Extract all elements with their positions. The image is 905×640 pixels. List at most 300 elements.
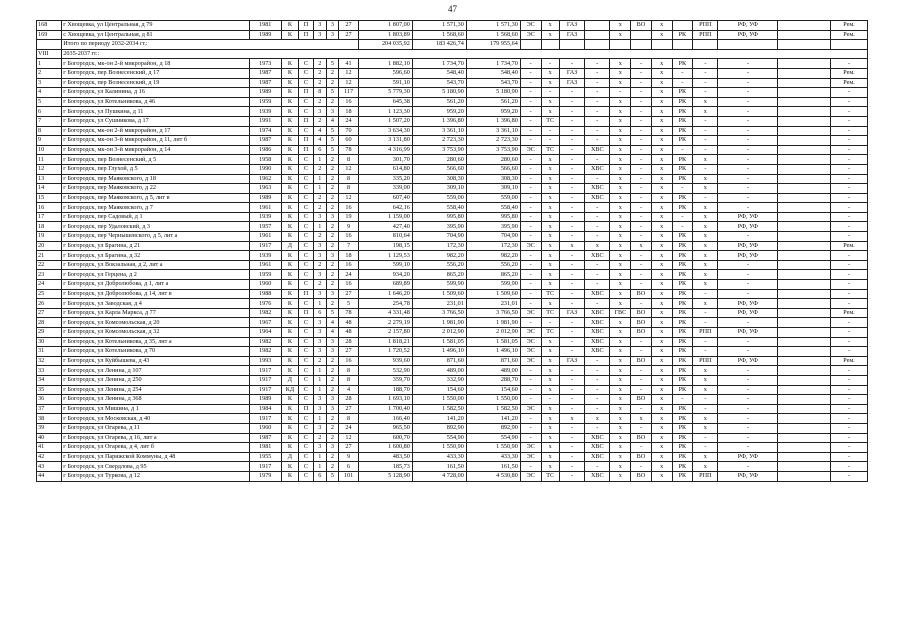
table-cell: 558,40 [466, 203, 520, 213]
table-cell [778, 299, 831, 309]
table-cell: - [559, 251, 584, 261]
table-cell: К [281, 433, 298, 443]
table-cell: - [559, 174, 584, 184]
table-cell: - [520, 366, 541, 376]
table-cell: - [718, 193, 778, 203]
table-cell: - [831, 280, 868, 290]
table-cell: 2 [326, 78, 339, 88]
table-cell: К [281, 30, 298, 40]
table-cell: - [831, 136, 868, 146]
table-cell [778, 212, 831, 222]
table-cell: - [831, 423, 868, 433]
table-cell [778, 471, 831, 481]
table-cell: - [585, 356, 610, 366]
table-cell: 3 [326, 443, 339, 453]
table-cell: г Богородск, ул Ленина, д 368 [62, 395, 249, 405]
table-cell: - [631, 385, 652, 395]
table-cell: х [610, 241, 631, 251]
table-cell: 3 [313, 212, 326, 222]
table-cell: г Богородск, ул Комсомольская, д 32 [62, 328, 249, 338]
table-cell: - [631, 347, 652, 357]
table-cell: 1981 [249, 21, 281, 31]
table-cell: х [651, 78, 672, 88]
table-cell: - [631, 375, 652, 385]
table-cell: 3 766,50 [412, 308, 466, 318]
table-cell: 561,20 [466, 97, 520, 107]
table-cell: 559,00 [412, 193, 466, 203]
table-cell: - [631, 299, 652, 309]
table-cell: ЭС [520, 21, 541, 31]
table-row [37, 356, 868, 366]
table-cell: 1988 [249, 289, 281, 299]
table-cell: х [610, 318, 631, 328]
table-cell: 3 [313, 30, 326, 40]
table-cell: РК [672, 203, 693, 213]
table-cell: 14 [37, 184, 62, 194]
table-cell: - [585, 385, 610, 395]
table-cell: С [299, 395, 314, 405]
table-cell: 1 550,90 [412, 443, 466, 453]
table-cell: 1964 [249, 328, 281, 338]
table-cell: 1 571,30 [466, 21, 520, 31]
table-cell: х [651, 136, 672, 146]
table-cell: 3 [313, 107, 326, 117]
table-cell: ГАЗ [559, 356, 584, 366]
table-cell: г Богородск, пер Вознесенский, д 17 [62, 68, 249, 78]
table-cell: 2 [326, 462, 339, 472]
table-cell: 161,50 [412, 462, 466, 472]
table-cell: - [559, 212, 584, 222]
table-cell: 599,10 [358, 260, 412, 270]
table-cell: 2 279,19 [358, 318, 412, 328]
table-cell: - [631, 423, 652, 433]
table-cell: - [831, 184, 868, 194]
table-cell: - [520, 375, 541, 385]
table-cell: 34 [37, 375, 62, 385]
table-cell: К [281, 318, 298, 328]
table-cell: г Богородск, пер Маяковского, д 18 [62, 174, 249, 184]
table-cell: 995,80 [412, 212, 466, 222]
table-cell: - [831, 232, 868, 242]
table-cell: х [693, 280, 718, 290]
table-cell: - [831, 155, 868, 165]
register-table [36, 20, 868, 482]
table-cell: ВО [631, 356, 652, 366]
table-cell: ЭС [520, 308, 541, 318]
table-cell: 18 [339, 251, 359, 261]
table-cell: - [718, 385, 778, 395]
table-cell: 179 955,64 [466, 40, 520, 50]
table-cell: - [585, 212, 610, 222]
table-row [37, 385, 868, 395]
table-cell: Рем. [831, 30, 868, 40]
table-cell [778, 347, 831, 357]
table-row [37, 107, 868, 117]
table-cell: - [559, 59, 584, 69]
table-cell: - [520, 136, 541, 146]
table-cell: 31 [37, 347, 62, 357]
table-cell: 959,20 [466, 107, 520, 117]
table-cell: К [281, 145, 298, 155]
table-cell: 2 723,30 [466, 136, 520, 146]
table-cell: 2 [326, 164, 339, 174]
table-cell: К [281, 462, 298, 472]
table-cell: 183 426,74 [412, 40, 466, 50]
table-cell: х [693, 174, 718, 184]
table-cell: - [631, 164, 652, 174]
table-cell: - [693, 433, 718, 443]
table-cell [778, 203, 831, 213]
table-row [37, 30, 868, 40]
table-cell: - [631, 136, 652, 146]
table-row [37, 126, 868, 136]
table-cell: 543,70 [466, 78, 520, 88]
table-cell: г Богородск, мк-он 2-й микрорайон, д 17 [62, 126, 249, 136]
table-cell: - [718, 59, 778, 69]
table-cell: РК [672, 260, 693, 270]
table-cell: 30 [37, 337, 62, 347]
table-cell: П [299, 404, 314, 414]
table-cell: 16 [37, 203, 62, 213]
table-cell: - [831, 289, 868, 299]
table-cell: х [541, 280, 559, 290]
table-cell: - [718, 462, 778, 472]
table-cell [672, 40, 693, 50]
table-cell: х [651, 251, 672, 261]
table-row [37, 433, 868, 443]
table-cell: 48 [339, 318, 359, 328]
table-cell: - [631, 270, 652, 280]
table-cell: г Богородск, пер Маяковского, д 5, лит в [62, 193, 249, 203]
table-cell: - [585, 366, 610, 376]
table-cell [778, 145, 831, 155]
table-cell [778, 251, 831, 261]
table-cell: х [651, 443, 672, 453]
table-cell: х [651, 375, 672, 385]
table-cell: г Богородск, пер Маяковского, д 7 [62, 203, 249, 213]
table-cell: П [299, 30, 314, 40]
table-cell: 185,73 [358, 462, 412, 472]
table-cell [718, 40, 778, 50]
table-cell: 9 [339, 222, 359, 232]
table-row [37, 423, 868, 433]
table-cell: х [541, 203, 559, 213]
table-cell: - [585, 232, 610, 242]
table-cell: - [520, 251, 541, 261]
table-cell [778, 318, 831, 328]
table-cell: - [693, 308, 718, 318]
table-cell: г Богородск, ул Брагина, д 32 [62, 251, 249, 261]
table-cell: - [520, 155, 541, 165]
table-cell: К [281, 174, 298, 184]
table-cell: - [718, 280, 778, 290]
table-cell: х [610, 423, 631, 433]
table-cell [778, 136, 831, 146]
table-cell: 1957 [249, 222, 281, 232]
table-cell: С [299, 260, 314, 270]
table-cell: С [299, 107, 314, 117]
table-cell: ЭС [520, 452, 541, 462]
table-cell: - [585, 462, 610, 472]
table-cell: г Богородск, ул Огарева, д 4, лит б [62, 443, 249, 453]
table-cell: 3 [326, 289, 339, 299]
table-cell: 8 [339, 184, 359, 194]
table-cell: - [718, 232, 778, 242]
table-cell: 301,70 [358, 155, 412, 165]
table-cell: 27 [339, 443, 359, 453]
table-cell: РФ, УФ [718, 471, 778, 481]
table-cell: ВО [631, 289, 652, 299]
table-cell: 1 496,10 [466, 347, 520, 357]
table-cell: П [299, 136, 314, 146]
table-cell: 8 [37, 126, 62, 136]
table-cell: х [651, 164, 672, 174]
table-cell: 169 [37, 30, 62, 40]
table-cell: 2 [326, 222, 339, 232]
table-cell: 548,40 [466, 68, 520, 78]
table-cell: - [520, 232, 541, 242]
table-cell: 5 [339, 299, 359, 309]
table-cell: 3 [326, 404, 339, 414]
table-cell: - [718, 375, 778, 385]
table-cell: 28 [339, 337, 359, 347]
table-cell [778, 395, 831, 405]
table-cell: - [693, 59, 718, 69]
table-cell: 41 [37, 443, 62, 453]
table-cell: 1987 [249, 136, 281, 146]
table-cell: 8 [339, 375, 359, 385]
table-cell: 231,01 [412, 299, 466, 309]
table-cell: - [585, 107, 610, 117]
table-cell: 3 361,10 [466, 126, 520, 136]
table-cell: 309,10 [412, 184, 466, 194]
table-cell: 19 [339, 212, 359, 222]
table-cell: РФ, УФ [718, 299, 778, 309]
table-cell: 3 [313, 21, 326, 31]
table-cell: ЭС [520, 241, 541, 251]
table-cell: 1 550,00 [466, 395, 520, 405]
table-cell: г Богородск, ул Комсомольская, д 20 [62, 318, 249, 328]
table-cell: 12 [339, 78, 359, 88]
table-cell: - [631, 404, 652, 414]
table-cell: г Богородск, ул Котельникова, д 35, лит а [62, 337, 249, 347]
table-cell: 865,20 [412, 270, 466, 280]
table-cell: - [693, 395, 718, 405]
table-cell: 566,60 [412, 164, 466, 174]
table-cell: х [585, 414, 610, 424]
table-row [37, 443, 868, 453]
table-cell: - [585, 222, 610, 232]
table-cell: 1 571,30 [412, 21, 466, 31]
table-cell: 359,70 [358, 375, 412, 385]
table-cell: х [610, 164, 631, 174]
table-cell: г Богородск, пер Вознесенский, д 19 [62, 78, 249, 88]
table-cell: 9 [339, 452, 359, 462]
table-cell: - [520, 174, 541, 184]
table-row [37, 232, 868, 242]
table-cell: 5 [326, 471, 339, 481]
table-cell: - [520, 68, 541, 78]
table-cell: - [718, 260, 778, 270]
table-cell: х [651, 452, 672, 462]
table-cell: - [559, 203, 584, 213]
table-cell: - [520, 260, 541, 270]
table-cell: - [559, 232, 584, 242]
table-cell: С [299, 452, 314, 462]
table-cell: 308,30 [466, 174, 520, 184]
table-cell: - [585, 404, 610, 414]
table-cell: 1 720,52 [358, 347, 412, 357]
table-cell: ХВС [585, 452, 610, 462]
table-cell: г Богородск, ул Сушникова, д 17 [62, 116, 249, 126]
table-cell: - [718, 443, 778, 453]
table-cell: - [718, 270, 778, 280]
table-cell: РК [672, 318, 693, 328]
table-cell: 231,01 [466, 299, 520, 309]
table-cell: - [693, 116, 718, 126]
table-row [37, 452, 868, 462]
table-cell: - [672, 222, 693, 232]
table-cell: х [610, 251, 631, 261]
table-cell: - [585, 203, 610, 213]
table-cell: 27 [339, 347, 359, 357]
table-cell: - [672, 395, 693, 405]
table-cell: ТС [541, 471, 559, 481]
table-cell: С [299, 232, 314, 242]
table-cell: С [299, 212, 314, 222]
table-cell [778, 260, 831, 270]
table-cell: 44 [37, 471, 62, 481]
table-cell: - [631, 462, 652, 472]
table-cell: ВО [631, 328, 652, 338]
table-cell: РК [672, 328, 693, 338]
table-cell: ХВС [585, 328, 610, 338]
table-cell: х [651, 318, 672, 328]
table-cell: 1982 [249, 308, 281, 318]
table-cell: г Хвощевка, ул Центральная, д 79 [62, 21, 249, 31]
table-cell: - [520, 59, 541, 69]
table-cell: РПП [693, 356, 718, 366]
table-cell: ЭС [520, 443, 541, 453]
table-cell: х [610, 356, 631, 366]
table-cell: - [672, 212, 693, 222]
table-cell: 4 [37, 88, 62, 98]
table-cell: 3 753,90 [412, 145, 466, 155]
table-cell: - [559, 270, 584, 280]
table-cell: РПП [693, 328, 718, 338]
table-cell: 8 [339, 414, 359, 424]
table-cell: 2 [313, 232, 326, 242]
table-cell: ХВС [585, 184, 610, 194]
table-cell: К [281, 164, 298, 174]
table-cell: 1 [313, 299, 326, 309]
table-cell: - [831, 174, 868, 184]
table-cell: 1986 [249, 145, 281, 155]
table-cell: - [672, 184, 693, 194]
table-cell: 1987 [249, 433, 281, 443]
table-row [37, 366, 868, 376]
table-cell: 27 [339, 289, 359, 299]
table-cell: 965,50 [358, 423, 412, 433]
table-cell: 3 [326, 395, 339, 405]
table-cell: 4 [326, 318, 339, 328]
table-cell: 141,20 [412, 414, 466, 424]
table-cell: Рем. [831, 78, 868, 88]
table-cell: 33 [37, 366, 62, 376]
table-cell [778, 21, 831, 31]
table-cell: 483,50 [358, 452, 412, 462]
table-cell: РК [672, 452, 693, 462]
table-cell: - [693, 88, 718, 98]
table-cell: 6 [313, 308, 326, 318]
table-cell: 32 [37, 356, 62, 366]
table-cell: 280,60 [466, 155, 520, 165]
table-cell: - [585, 59, 610, 69]
table-cell [778, 375, 831, 385]
table-cell: х [610, 21, 631, 31]
table-cell: С [299, 385, 314, 395]
table-cell: х [610, 347, 631, 357]
table-cell: - [831, 395, 868, 405]
table-cell: х [610, 443, 631, 453]
table-cell: 2035-2037 гг.: [62, 49, 868, 59]
table-cell: 1973 [249, 59, 281, 69]
table-cell: 78 [339, 145, 359, 155]
table-cell: РК [672, 59, 693, 69]
table-cell: К [281, 203, 298, 213]
table-cell: х [651, 308, 672, 318]
table-cell: 1 [313, 366, 326, 376]
table-cell: г Богородск, мк-он 2-й микрорайон, д 18 [62, 59, 249, 69]
table-row [37, 59, 868, 69]
table-cell: г Богородск, ул Калинина, д 16 [62, 88, 249, 98]
table-cell: 2 [313, 260, 326, 270]
table-cell: РК [672, 462, 693, 472]
table-cell: - [541, 318, 559, 328]
table-cell: - [831, 222, 868, 232]
table-cell: - [520, 385, 541, 395]
table-cell: х [541, 462, 559, 472]
table-cell: 3 [313, 347, 326, 357]
table-cell: - [631, 212, 652, 222]
table-cell: - [831, 145, 868, 155]
table-cell: 3 131,80 [358, 136, 412, 146]
table-cell: - [559, 347, 584, 357]
table-cell: - [520, 97, 541, 107]
table-cell: - [541, 59, 559, 69]
table-cell: - [693, 78, 718, 88]
table-cell: г Богородск, ул Герцена, д 2 [62, 270, 249, 280]
table-cell: - [559, 88, 584, 98]
table-cell: - [559, 433, 584, 443]
table-cell: 5 [326, 308, 339, 318]
table-row [37, 280, 868, 290]
table-cell: 1 396,80 [412, 116, 466, 126]
table-cell: 2 [313, 116, 326, 126]
table-row [37, 251, 868, 261]
table-cell [778, 107, 831, 117]
table-cell: РФ, УФ [718, 212, 778, 222]
table-cell: - [693, 337, 718, 347]
table-cell: 2 [326, 423, 339, 433]
table-cell: 1 496,10 [412, 347, 466, 357]
table-cell: х [541, 155, 559, 165]
table-cell: х [541, 107, 559, 117]
table-cell: 8 [313, 88, 326, 98]
table-cell: К [281, 280, 298, 290]
table-cell: х [541, 385, 559, 395]
table-cell: х [651, 299, 672, 309]
